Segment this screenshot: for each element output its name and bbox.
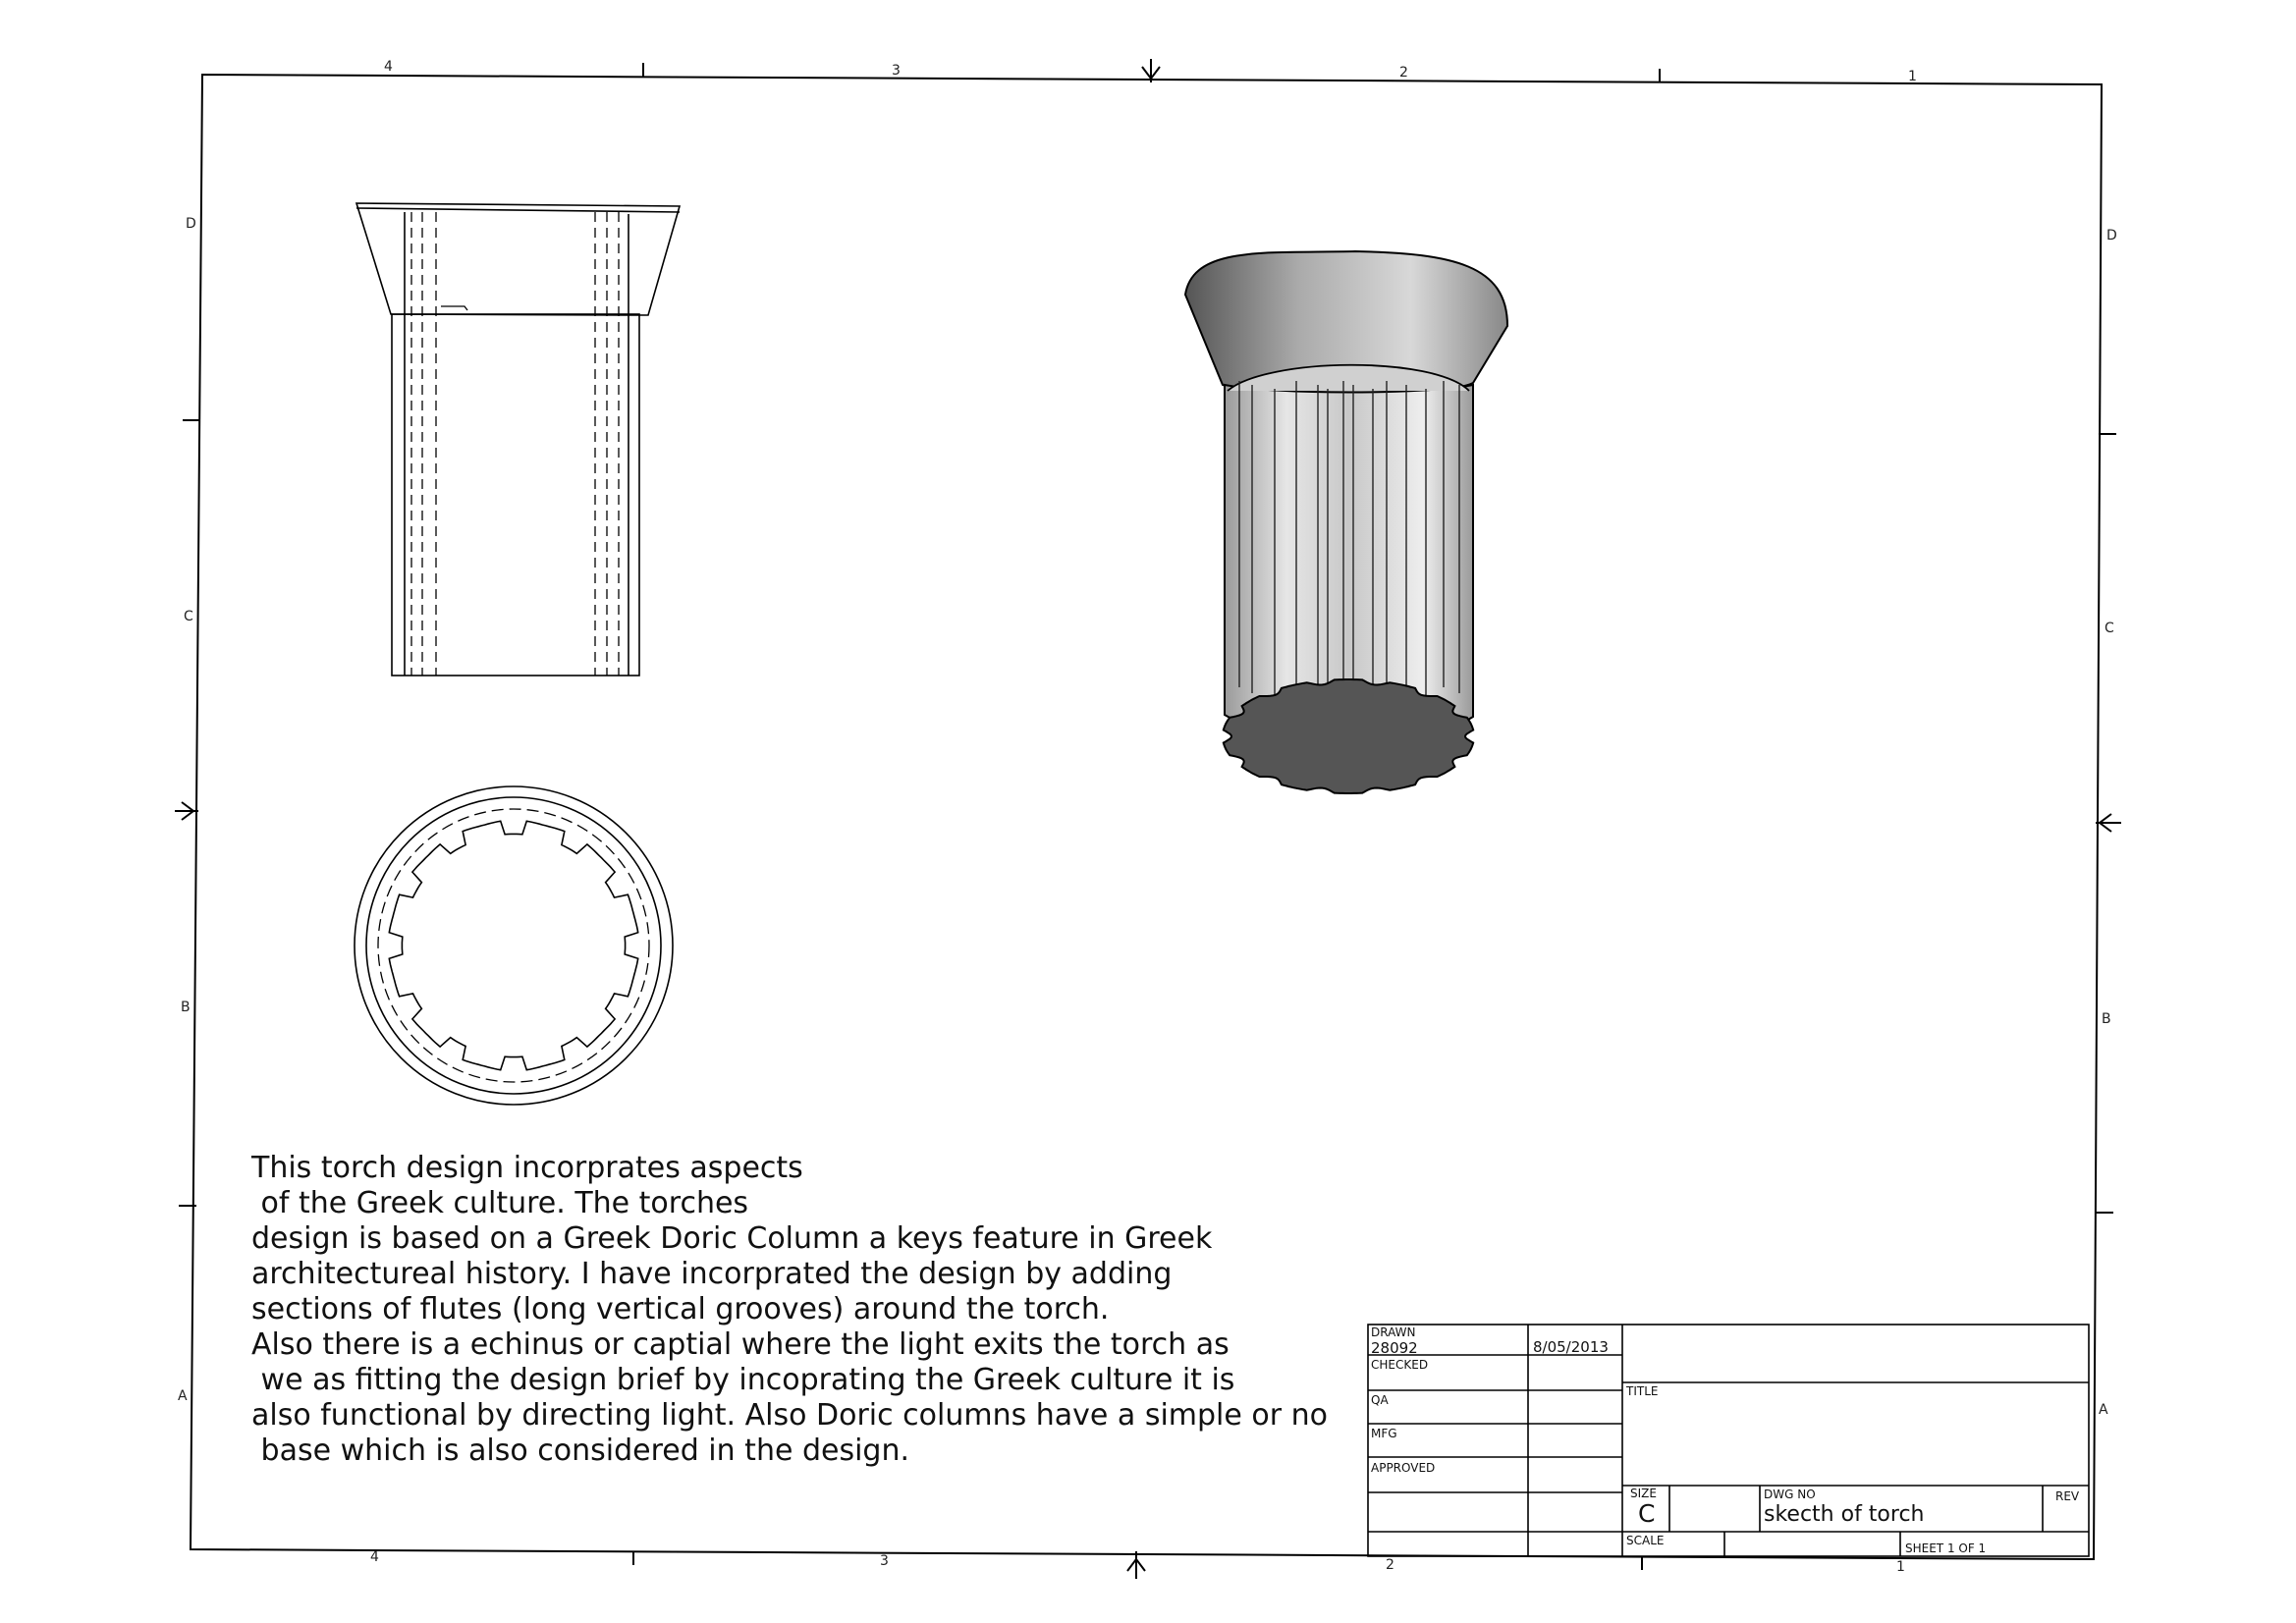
zone-label-top-4: 4 xyxy=(384,59,393,75)
zone-label-left-B: B xyxy=(181,1000,191,1015)
drawn-date-value: 8/05/2013 xyxy=(1533,1338,1609,1356)
design-note-line: we as fitting the design brief by incoprating the Greek culture it is xyxy=(251,1363,1235,1397)
zone-label-right-B: B xyxy=(2102,1011,2111,1027)
zone-label-top-2: 2 xyxy=(1399,65,1408,81)
mfg-label: MFG xyxy=(1371,1427,1397,1440)
zone-label-right-A: A xyxy=(2099,1402,2108,1418)
qa-label: QA xyxy=(1371,1393,1389,1407)
checked-label: CHECKED xyxy=(1371,1358,1429,1372)
design-notes xyxy=(251,1151,1332,1469)
zone-label-bottom-1: 1 xyxy=(1896,1559,1905,1575)
rev-label: REV xyxy=(2055,1489,2080,1503)
title-block xyxy=(1368,1325,2089,1556)
centering-arrow-left xyxy=(175,802,198,820)
drawn-by-value: 28092 xyxy=(1371,1339,1418,1357)
design-note-line: also functional by directing light. Also Doric columns have a simple or no xyxy=(251,1398,1328,1433)
title-label: TITLE xyxy=(1626,1384,1659,1398)
zone-label-left-C: C xyxy=(184,609,193,624)
drawn-label: DRAWN xyxy=(1371,1325,1416,1339)
scale-label: SCALE xyxy=(1626,1534,1665,1547)
front-view xyxy=(356,203,680,676)
design-note-line: architectureal history. I have incorprated the design by adding xyxy=(251,1257,1173,1291)
zone-label-left-D: D xyxy=(186,216,196,232)
size-value: C xyxy=(1638,1499,1656,1528)
design-note-line: design is based on a Greek Doric Column a keys feature in Greek xyxy=(251,1221,1213,1256)
design-note-line: base which is also considered in the design. xyxy=(251,1434,910,1468)
design-note-line: sections of flutes (long vertical grooves) around the torch. xyxy=(251,1292,1110,1326)
centering-arrow-bottom xyxy=(1127,1551,1145,1579)
approved-label: APPROVED xyxy=(1371,1461,1436,1475)
zone-label-bottom-4: 4 xyxy=(370,1549,379,1565)
zone-label-top-3: 3 xyxy=(892,63,901,79)
centering-arrow-right xyxy=(2096,814,2121,832)
design-note-line: This torch design incorprates aspects xyxy=(251,1151,803,1185)
zone-label-bottom-2: 2 xyxy=(1386,1557,1394,1573)
zone-label-left-A: A xyxy=(178,1388,188,1404)
zone-label-right-D: D xyxy=(2106,228,2117,243)
top-view xyxy=(355,786,673,1105)
dwg-no-label: DWG NO xyxy=(1764,1488,1816,1501)
design-note-line: of the Greek culture. The torches xyxy=(251,1186,749,1220)
design-note-line: Also there is a echinus or captial where the light exits the torch as xyxy=(251,1327,1230,1362)
zone-label-right-C: C xyxy=(2105,621,2114,636)
sheet-label: SHEET 1 OF 1 xyxy=(1905,1542,1987,1555)
zone-label-top-1: 1 xyxy=(1908,69,1917,84)
size-label: SIZE xyxy=(1630,1487,1657,1500)
isometric-view xyxy=(1185,251,1507,793)
dwg-no-value: skecth of torch xyxy=(1764,1502,1925,1527)
zone-label-bottom-3: 3 xyxy=(880,1553,889,1569)
